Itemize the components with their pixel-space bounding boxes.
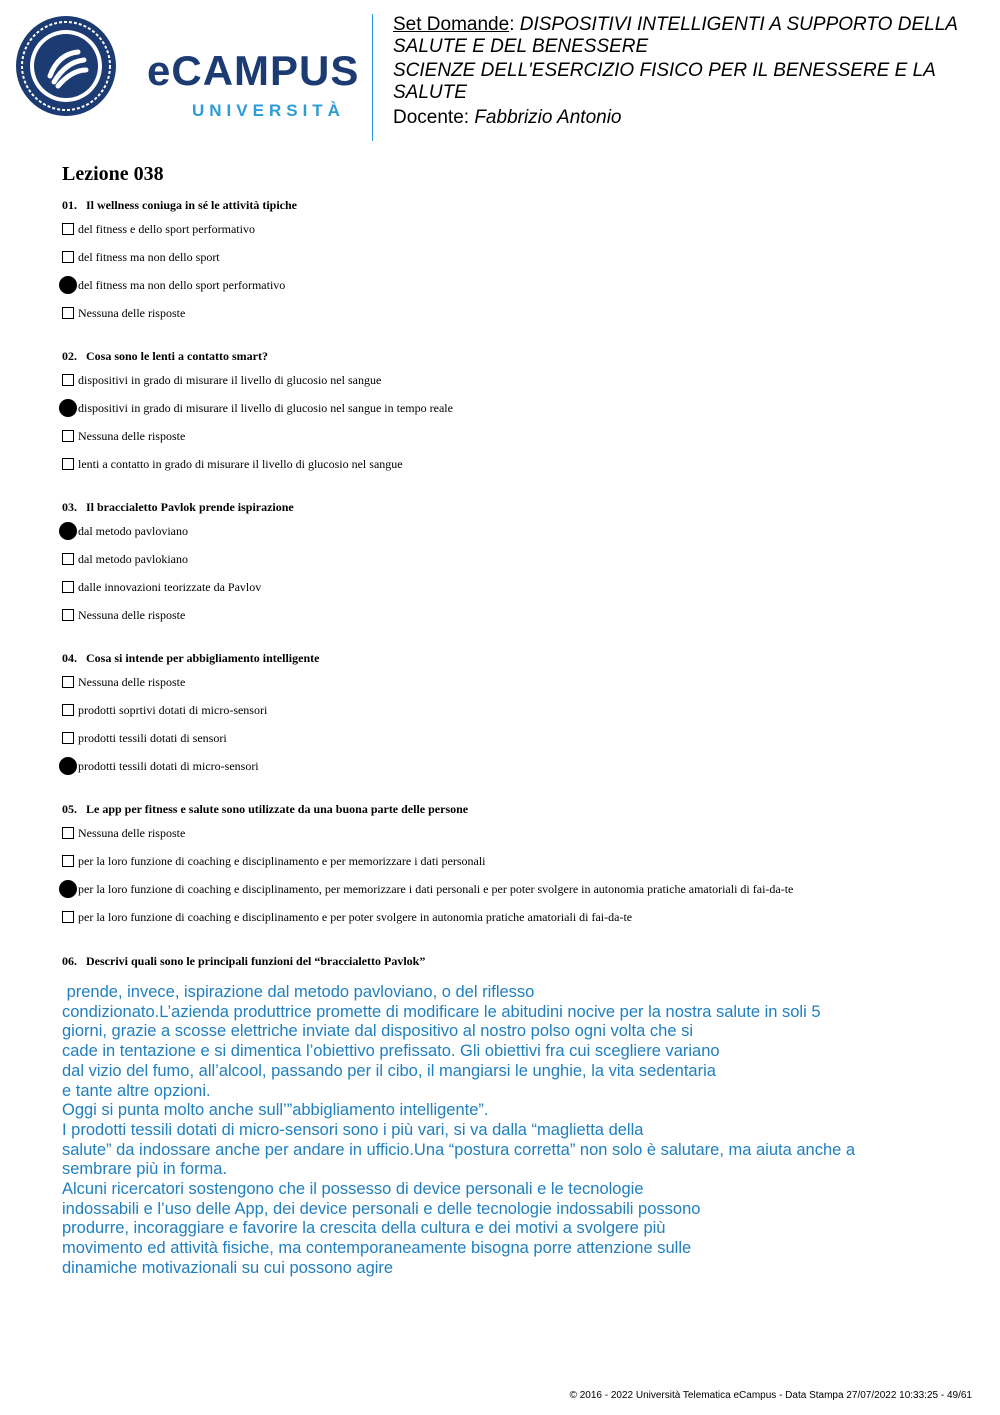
option-text: dal metodo pavlokiano xyxy=(78,551,188,566)
question-block xyxy=(62,497,962,629)
checkbox[interactable] xyxy=(62,458,74,470)
question-title xyxy=(62,497,962,517)
selected-dot-icon xyxy=(59,399,77,417)
question-block xyxy=(62,195,962,327)
question-number: 05. xyxy=(62,802,77,816)
teacher xyxy=(393,107,983,129)
checkbox[interactable] xyxy=(62,251,74,263)
question-block xyxy=(62,799,962,931)
checkbox[interactable] xyxy=(62,581,74,593)
answer-option-selected[interactable] xyxy=(62,875,962,903)
option-text: dal metodo pavloviano xyxy=(78,523,188,538)
page-footer: © 2016 - 2022 Università Telematica eCampus - Data Stampa 27/07/2022 10:33:25 - 49/61 xyxy=(569,1390,972,1401)
checkbox[interactable] xyxy=(62,676,74,688)
answer-option[interactable] xyxy=(62,724,962,752)
degree-line2: SALUTE xyxy=(393,82,467,103)
answer-option[interactable] xyxy=(62,299,962,327)
checkbox[interactable] xyxy=(62,827,74,839)
question-title xyxy=(62,648,962,668)
answer-option[interactable] xyxy=(62,696,962,724)
checkbox[interactable] xyxy=(62,609,74,621)
answer-option-selected[interactable] xyxy=(62,752,962,780)
selected-dot-icon xyxy=(59,276,77,294)
answer-line: produrre, incoraggiare e favorire la crescita della cultura e dei motivi a svolgere più xyxy=(62,1219,666,1238)
question-title xyxy=(62,951,962,971)
answer-line: prende, invece, ispirazione dal metodo pavloviano, o del riflesso xyxy=(62,983,535,1001)
checkbox[interactable] xyxy=(62,855,74,867)
ecampus-seal-icon xyxy=(14,14,124,116)
answer-line: e tante altre opzioni. xyxy=(62,1081,211,1100)
answer-option[interactable] xyxy=(62,601,962,629)
option-text: Nessuna delle risposte xyxy=(78,607,186,622)
option-text: dispositivi in grado di misurare il livello di glucosio nel sangue xyxy=(78,372,382,387)
answer-line: Oggi si punta molto anche sull’”abbigliamento intelligente”. xyxy=(62,1101,489,1120)
answer-option[interactable] xyxy=(62,668,962,696)
checkbox[interactable] xyxy=(62,760,74,772)
lesson-title: Lezione 038 xyxy=(62,163,164,185)
option-text: per la loro funzione di coaching e disciplinamento e per memorizzare i dati personali xyxy=(78,853,486,868)
checkbox[interactable] xyxy=(62,279,74,291)
answer-option[interactable] xyxy=(62,243,962,271)
question-number: 06. xyxy=(62,954,77,968)
question-title xyxy=(62,799,962,819)
answer-line: movimento ed attività fisiche, ma contemporaneamente bisogna porre attenzione sulle xyxy=(62,1239,692,1258)
option-text: lenti a contatto in grado di misurare il livello di glucosio nel sangue xyxy=(78,456,403,471)
option-text: Nessuna delle risposte xyxy=(78,825,186,840)
answer-line: I prodotti tessili dotati di micro-sensori sono i più vari, si va dalla “maglietta della xyxy=(62,1120,644,1139)
option-text: Nessuna delle risposte xyxy=(78,305,186,320)
answer-option-selected[interactable] xyxy=(62,517,962,545)
checkbox[interactable] xyxy=(62,307,74,319)
course-title-line2: SALUTE E DEL BENESSERE xyxy=(393,36,649,57)
option-text: per la loro funzione di coaching e disciplinamento e per poter svolgere in autonomia pratiche amatoriali di fai-da-te xyxy=(78,909,633,924)
selected-dot-icon xyxy=(59,522,77,540)
degree-line1: SCIENZE DELL'ESERCIZIO FISICO PER IL BENESSERE E LA xyxy=(393,60,936,81)
course-title: Set Domande: DISPOSITIVI INTELLIGENTI A SUPPORTO DELLA xyxy=(393,14,958,35)
option-text: prodotti tessili dotati di micro-sensori xyxy=(78,758,259,773)
answer-option[interactable] xyxy=(62,573,962,601)
checkbox[interactable] xyxy=(62,704,74,716)
checkbox[interactable] xyxy=(62,911,74,923)
question-text: Descrivi quali sono le principali funzioni del “braccialetto Pavlok” xyxy=(86,954,426,968)
option-text: prodotti tessili dotati di sensori xyxy=(78,730,227,745)
question-number: 02. xyxy=(62,349,77,363)
answer-line: Alcuni ricercatori sostengono che il possesso di device personali e le tecnologie xyxy=(62,1180,644,1199)
answer-option-selected[interactable] xyxy=(62,394,962,422)
teacher-label: Docente: xyxy=(393,107,470,128)
question-block xyxy=(62,951,962,971)
answer-option[interactable] xyxy=(62,366,962,394)
answer-line: salute” da indossare anche per andare in ufficio.Una “postura corretta” non solo è salutare, ma aiuta anche a xyxy=(62,1140,856,1159)
teacher-name: Fabbrizio Antonio xyxy=(474,107,622,128)
answer-option[interactable] xyxy=(62,847,962,875)
question-number: 04. xyxy=(62,651,77,665)
option-text: per la loro funzione di coaching e disciplinamento, per memorizzare i dati personali e per poter svolgere in autonomia pratiche amatoriali di fai-da-te xyxy=(78,881,794,896)
option-text: dalle innovazioni teorizzate da Pavlov xyxy=(78,579,262,594)
question-text: Il wellness coniuga in sé le attività tipiche xyxy=(86,198,297,212)
answer-line: sembrare più in forma. xyxy=(62,1160,228,1179)
checkbox[interactable] xyxy=(62,430,74,442)
checkbox[interactable] xyxy=(62,732,74,744)
answer-option[interactable] xyxy=(62,819,962,847)
question-block xyxy=(62,648,962,780)
answer-option[interactable] xyxy=(62,903,962,931)
option-text: del fitness ma non dello sport xyxy=(78,249,220,264)
selected-dot-icon xyxy=(59,880,77,898)
answer-option[interactable] xyxy=(62,450,962,478)
option-text: dispositivi in grado di misurare il livello di glucosio nel sangue in tempo reale xyxy=(78,400,453,415)
question-number: 03. xyxy=(62,500,77,514)
ecampus-logo xyxy=(14,14,360,120)
option-text: Nessuna delle risposte xyxy=(78,428,186,443)
question-number: 01. xyxy=(62,198,77,212)
checkbox[interactable] xyxy=(62,525,74,537)
question-text: Cosa si intende per abbigliamento intelligente xyxy=(86,651,320,665)
question-text: Cosa sono le lenti a contatto smart? xyxy=(86,349,268,363)
answer-option[interactable] xyxy=(62,545,962,573)
option-text: del fitness ma non dello sport performativo xyxy=(78,277,286,292)
checkbox[interactable] xyxy=(62,223,74,235)
checkbox[interactable] xyxy=(62,374,74,386)
logo-wordmark: eCAMPUS xyxy=(147,47,360,94)
header-divider xyxy=(372,14,373,141)
set-label: Set Domande xyxy=(393,14,510,35)
question-title xyxy=(62,346,962,366)
question-block xyxy=(62,346,962,478)
option-text: del fitness e dello sport performativo xyxy=(78,221,255,236)
checkbox[interactable] xyxy=(62,402,74,414)
question-text: Il braccialetto Pavlok prende ispirazione xyxy=(86,500,294,514)
answer-line: cade in tentazione e si dimentica l’obiettivo prefissato. Gli obiettivi fra cui scegliere variano xyxy=(62,1042,720,1061)
question-title xyxy=(62,195,962,215)
logo-subtitle: UNIVERSITÀ xyxy=(192,101,345,120)
answer-option[interactable] xyxy=(62,422,962,450)
checkbox[interactable] xyxy=(62,553,74,565)
answer-line: dal vizio del fumo, all’alcool, passando per il cibo, il mangiarsi le unghie, la vita sedentaria xyxy=(62,1061,716,1080)
answer-option[interactable] xyxy=(62,215,962,243)
header-info xyxy=(393,14,983,129)
option-text: Nessuna delle risposte xyxy=(78,674,186,689)
checkbox[interactable] xyxy=(62,883,74,895)
answer-line: indossabili e l’uso delle App, dei device personali e delle tecnologie indossabili possono xyxy=(62,1199,701,1218)
selected-dot-icon xyxy=(59,757,77,775)
answer-line: condizionato.L’azienda produttrice promette di modificare le abitudini nocive per la nostra salute in soli 5 xyxy=(62,1002,821,1021)
option-text: prodotti soprtivi dotati di micro-sensori xyxy=(78,702,268,717)
question-text: Le app per fitness e salute sono utilizzate da una buona parte delle persone xyxy=(86,802,469,816)
open-answer-text xyxy=(62,983,962,1279)
course-title-line1: DISPOSITIVI INTELLIGENTI A SUPPORTO DELLA xyxy=(519,14,958,35)
answer-line: dinamiche motivazionali su cui possono agire xyxy=(62,1258,394,1277)
answer-line: giorni, grazie a scosse elettriche inviate dal dispositivo al nostro polso ogni volta che si xyxy=(62,1022,694,1041)
answer-option-selected[interactable] xyxy=(62,271,962,299)
